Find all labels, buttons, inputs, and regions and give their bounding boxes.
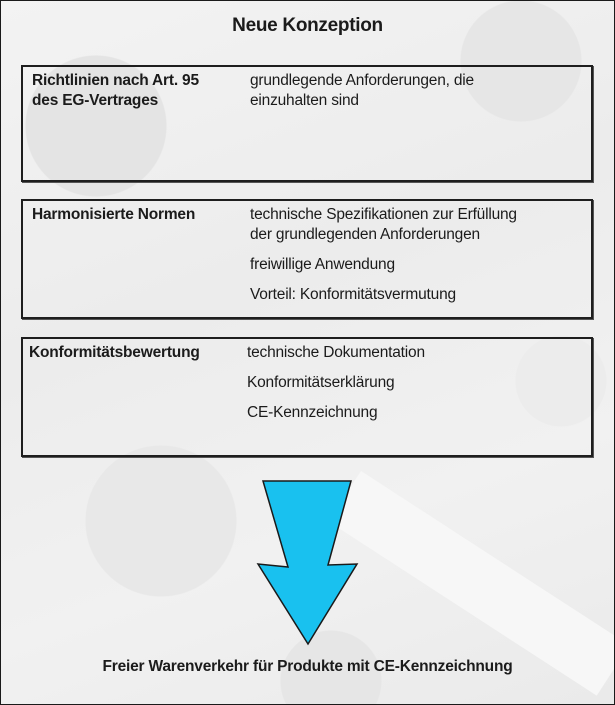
box-item: CE-Kennzeichnung: [247, 404, 378, 421]
box-item-line: grundlegende Anforderungen, die: [250, 72, 474, 89]
footer-caption: Freier Warenverkehr für Produkte mit CE-Kennzeichnung: [102, 658, 513, 675]
box-item: Konformitätserklärung: [247, 374, 395, 391]
box-item-line: technische Spezifikationen zur Erfüllung: [250, 206, 517, 223]
box-label-line: Richtlinien nach Art. 95: [32, 72, 199, 89]
box-item: Vorteil: Konformitätsvermutung: [250, 286, 456, 303]
box-item: freiwillige Anwendung: [250, 256, 395, 273]
arrow-down-icon: [1, 1, 614, 704]
box-item-line: der grundlegenden Anforderungen: [250, 226, 480, 243]
diagram-title: Neue Konzeption: [232, 15, 383, 36]
box-label: Konformitätsbewertung: [29, 344, 200, 361]
box-item: technische Dokumentation: [247, 344, 425, 361]
box-label-line: des EG-Vertrages: [32, 92, 159, 109]
box-item-line: einzuhalten sind: [250, 92, 359, 109]
box-label: Harmonisierte Normen: [32, 206, 196, 223]
